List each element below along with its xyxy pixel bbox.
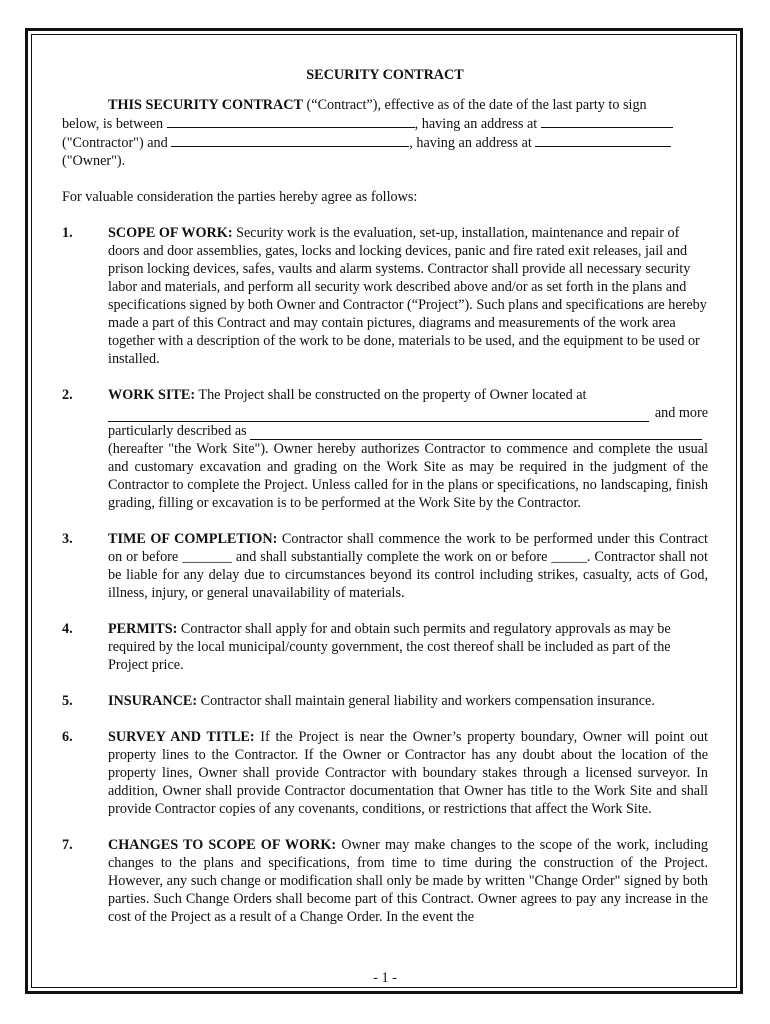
intro-contractor-and: ("Contractor") and	[62, 135, 172, 151]
section-time-of-completion	[62, 530, 708, 602]
intro-owner-address-label: , having an address at	[409, 135, 536, 151]
section-number: 1.	[62, 225, 73, 241]
section-body: Contractor shall apply for and obtain such permits and regulatory approvals as may be required by the local municipal/county government, the cost thereof shall be included as part of the Project price.	[108, 621, 671, 673]
section-heading: PERMITS:	[108, 621, 178, 637]
contractor-address-blank[interactable]	[541, 114, 673, 128]
section-scope-of-work	[62, 224, 708, 368]
consideration-line: For valuable consideration the parties hereby agree as follows:	[62, 189, 418, 205]
section-body: If the Project is near the Owner’s property boundary, Owner will point out property lines to the Contractor. If the Owner or Contractor has any doubt about the location of the property lines, Owner shall provide Contractor with boundary stakes through a licensed surveyor. In addition, Owner shall provide Contractor documentation that Owner has title to the Work Site and shall provide Contractor copies of any covenants, conditions, or restrictions that affect the Work Site.	[108, 729, 708, 817]
section-number: 3.	[62, 531, 73, 547]
section-body: (hereafter "the Work Site"). Owner hereby authorizes Contractor to commence and complete the usual and customary excavation and grading on the Work Site as may be required in the judgment of the Contractor to complete the Project. Unless called for in the plans or specifications, no landscaping, finish grading, filling or excavation is to be performed at the Work Site by the Contractor.	[108, 441, 708, 511]
page-number: - 1 -	[373, 970, 397, 986]
section-work-site	[62, 386, 708, 512]
section-body: . Contractor shall not be liable for any delay due to circumstances beyond its control including strikes, casualty, acts of God, illness, injury, or general unavailability of materials.	[108, 549, 708, 601]
document-title: SECURITY CONTRACT	[306, 67, 464, 83]
owner-name-blank[interactable]	[171, 133, 409, 147]
contractor-name-blank[interactable]	[167, 114, 415, 128]
section-body: Contractor shall commence the work to be performed under this Contract on or before	[108, 531, 708, 565]
intro-lead: THIS SECURITY CONTRACT	[108, 97, 303, 113]
section-number: 5.	[62, 693, 73, 709]
section-number: 4.	[62, 621, 73, 637]
section-heading: SURVEY AND TITLE:	[108, 729, 255, 745]
section-body: and shall substantially complete the work on or before	[231, 549, 552, 565]
section-number: 7.	[62, 837, 73, 853]
section-number: 2.	[62, 387, 73, 403]
work-site-location-blank[interactable]	[108, 408, 649, 422]
section-permits	[62, 620, 708, 674]
intro-between: below, is between	[62, 116, 167, 132]
section-heading: WORK SITE:	[108, 387, 196, 403]
work-site-description-blank[interactable]	[250, 426, 702, 440]
start-date-blank[interactable]: _______	[182, 549, 232, 565]
intro-owner: ("Owner").	[62, 153, 126, 169]
owner-address-blank[interactable]	[535, 133, 671, 147]
document-page	[62, 62, 708, 944]
section-heading: TIME OF COMPLETION:	[108, 531, 278, 547]
completion-date-blank[interactable]: _____	[551, 549, 587, 565]
described-as-text: particularly described as	[108, 423, 251, 439]
section-heading: SCOPE OF WORK:	[108, 225, 233, 241]
intro-address-label: , having an address at	[414, 116, 541, 132]
section-survey-and-title	[62, 728, 708, 818]
section-body: Security work is the evaluation, set-up, installation, maintenance and repair of doors and door assemblies, gates, locks and locking devices, panic and fire rated exit releases, jail and prison locking devices, safes, vaults and alarm systems. Contractor shall provide all necessary security labor and materials, and perform all security work described above and/or as set forth in the plans and specifications signed by both Owner and Contractor (“Project”). Such plans and specifications are hereby made a part of this Contract and may contain pictures, diagrams and measurements of the work area together with a description of the work to be done, materials to be used, and the equipment to be used or installed.	[108, 225, 707, 367]
section-heading: INSURANCE:	[108, 693, 198, 709]
intro-lead-rest: (“Contract”), effective as of the date of the last party to sign	[303, 97, 647, 113]
intro-paragraph	[62, 96, 708, 170]
section-heading: CHANGES TO SCOPE OF WORK:	[108, 837, 337, 853]
section-body: The Project shall be constructed on the property of Owner located at	[195, 387, 587, 403]
section-body: Owner may make changes to the scope of the work, including changes to the plans and specifications, from time to time during the construction of the Project. However, any such change or modification shall only be made by written "Change Order" signed by both parties. Such Change Orders shall become part of this Contract. Owner agrees to pay any increase in the cost of the Project as a result of a Change Order. In the event the	[108, 837, 708, 925]
section-body: Contractor shall maintain general liability and workers compensation insurance.	[197, 693, 655, 709]
section-changes-to-scope	[62, 836, 708, 926]
and-more-text: and more	[654, 405, 708, 421]
section-insurance	[62, 692, 708, 710]
section-number: 6.	[62, 729, 73, 745]
